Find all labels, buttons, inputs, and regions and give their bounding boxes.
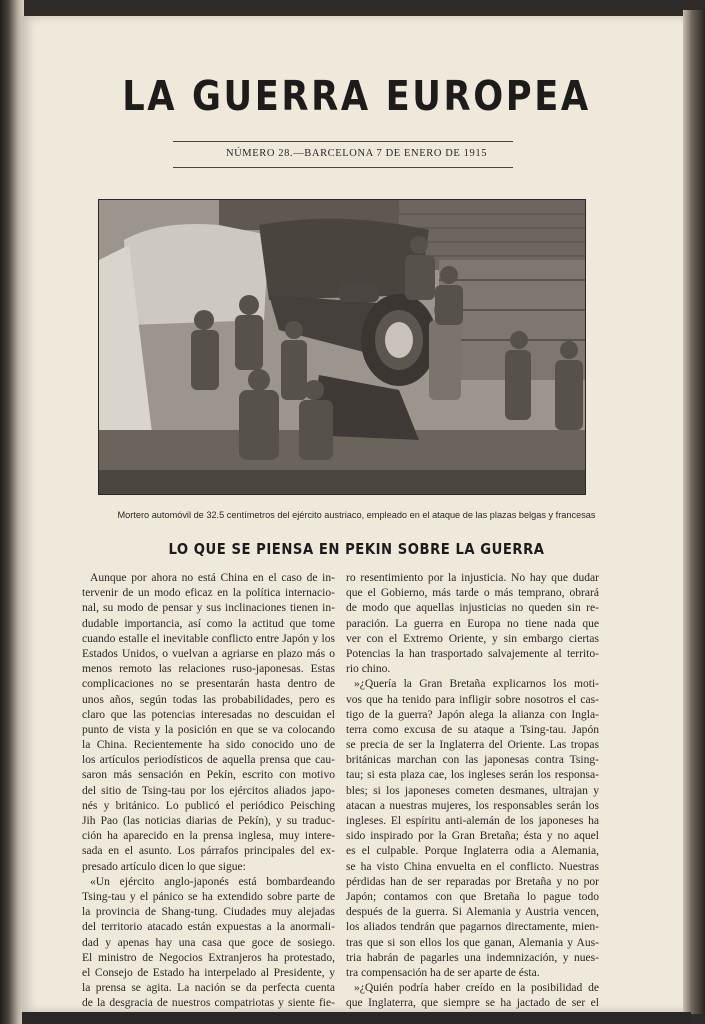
text-line: después de la guerra. Si Alemania y Austria vencen, xyxy=(346,906,599,919)
text-line: ro resentimiento por la injusticia. No hay que dudar xyxy=(346,572,599,584)
text-line: la provincia de Shang-tung. Ciudades muy alejadas xyxy=(82,906,335,919)
text-line: bles; si los japoneses cometen desmanes, ultrajan y xyxy=(346,784,599,797)
text-line: el Consejo de Estado ha interpelado al Presidente, y xyxy=(82,966,335,979)
text-line: tras que si son ellos los que ganan, Alemania y Aus- xyxy=(346,936,599,949)
text-line: tigo de la guerra? Japón alega la alianza con Ingla- xyxy=(346,708,599,721)
text-line: se precia de ser la Inglaterra del Oriente. Las tropas xyxy=(346,739,599,752)
text-line: ingleses. El espíritu anti-alemán de los japoneses ha xyxy=(346,815,599,827)
text-line: tervenir de un modo eficaz en la política internacio- xyxy=(82,587,335,600)
text-line: »¿Quería la Gran Bretaña explicarnos los moti- xyxy=(354,678,599,691)
text-line: los artículos periodísticos de aquella prensa que cau- xyxy=(82,754,335,767)
text-line: nés y británico. Lo publicó el periódico Peisching xyxy=(82,799,335,812)
text-line: Jih Pao (las noticias diarias de Pekín), y su traduc- xyxy=(82,815,335,827)
text-line: punto de vista y la posición en que se va colocando xyxy=(82,723,335,736)
text-line: la prensa se agita. La nación se da perfecta cuenta xyxy=(82,982,335,995)
masthead-rule-top xyxy=(173,141,513,142)
text-line: presado artículo dicen lo que sigue: xyxy=(82,860,246,873)
text-line: »¿Quién podría haber creído en la posibilidad de xyxy=(354,982,599,995)
text-line: tra compensación ha de ser aparte de ésta. xyxy=(346,966,540,979)
photo-caption: Mortero automóvil de 32.5 centímetros del ejército austriaco, empleado en el ataque de las plazas belgas y francesas xyxy=(117,510,596,520)
text-line: tau; si esta plaza cae, los ingleses serán los responsa- xyxy=(346,769,599,782)
mortar-photograph xyxy=(98,199,586,495)
text-line: pérdidas han de ser reparadas por Bretaña y no por xyxy=(346,875,599,888)
text-line: Potencias la han trasportado salvajemente al territo- xyxy=(346,647,599,660)
article-headline: LO QUE SE PIENSA EN PEKIN SOBRE LA GUERRA xyxy=(168,540,545,558)
text-line: «Un ejército anglo-japonés está bombardeando xyxy=(90,875,335,888)
text-line: sido inspirado por la Gran Bretaña; ésta y no aquel xyxy=(346,830,599,843)
text-line: El ministro de Negocios Extranjeros ha protestado, xyxy=(82,951,335,964)
page-bottom-edge xyxy=(22,1012,691,1024)
text-line: saron más sensación en Pekín, escrito con motivo xyxy=(82,769,335,782)
text-line: Japón; contamos con que Bretaña lo pague todo xyxy=(346,890,599,903)
text-line: unos años, según todas las probabilidades, pero es xyxy=(82,693,335,706)
text-line: complicaciones no se presentarán hasta dentro de xyxy=(82,678,335,691)
text-line: rio chino. xyxy=(346,663,391,676)
text-line: de la desgracia de nuestros compatriotas y siente fie- xyxy=(82,997,335,1010)
text-line: los aliados tendrán que pagarnos directamente, mien- xyxy=(346,921,599,934)
text-line: paración. La guerra en Europa no tiene nada que xyxy=(346,617,599,630)
text-line: se ha visto China envuelta en el conflicto. Nuestras xyxy=(346,860,599,873)
text-line: cuando estalle el inevitable conflicto entre Japón y los xyxy=(82,632,335,645)
text-line: de modo que aquellas injusticias no queden sin re- xyxy=(346,602,599,615)
text-line: británicas marchan con las japonesas contra Tsing- xyxy=(346,754,599,767)
text-line: vos que ha tenido para infligir sobre nosotros el cas- xyxy=(346,693,599,706)
text-line: que Inglaterra, que siempre se ha jactado de ser el xyxy=(346,997,599,1010)
text-line: terra como excusa de su ataque a Tsing-tau. Japón xyxy=(346,723,599,736)
text-line: dudable importancia, así como la actitud que tome xyxy=(82,617,335,630)
photo-illustration xyxy=(99,200,585,494)
text-line: claro que las potencias interesadas no descuidan el xyxy=(82,708,335,721)
text-line: del territorio atacado están expuestas a la anormali- xyxy=(82,921,335,934)
masthead-rule-bottom xyxy=(173,167,513,168)
text-line: atacan a nuestras mujeres, los responsables serán los xyxy=(346,799,599,812)
text-line: tria habrán de pagarles una indemnización, y nues- xyxy=(346,951,599,964)
book-binding xyxy=(0,0,24,1024)
text-line: del sitio de Tsing-tau por los ejércitos aliados japo- xyxy=(82,784,335,797)
text-line: Aunque por ahora no está China en el caso de in- xyxy=(90,572,335,584)
text-line: Tsing-tau y el pánico se ha extendido sobre parte de xyxy=(82,890,335,903)
article-column-right xyxy=(346,571,599,1011)
text-line: ver con el Extremo Oriente, y sin embargo ciertas xyxy=(346,632,599,645)
issue-line: NÚMERO 28.—BARCELONA 7 DE ENERO DE 1915 xyxy=(225,148,488,159)
text-line: es el culpable. Porque Inglaterra odia a Alemania, xyxy=(346,845,599,858)
text-line: la China. Recientemente ha sido conocido uno de xyxy=(82,739,335,752)
text-line: dad y apenas hay una casa que goce de sosiego. xyxy=(82,936,335,949)
text-line: sada en el asunto. Los párrafos principales del ex- xyxy=(82,845,335,858)
text-line: Estados Unidos, o vuelvan a agriarse en plazo más o xyxy=(82,647,335,660)
masthead-title: LA GUERRA EUROPEA xyxy=(122,72,591,120)
text-line: que el Gobierno, más tarde o más temprano, obrará xyxy=(346,587,599,600)
text-line: nal, su modo de pensar y sus inclinaciones tienen in- xyxy=(82,602,335,615)
text-line: ción ha aparecido en la prensa inglesa, muy intere- xyxy=(82,830,335,843)
text-line: menos remoto las relaciones ruso-japonesas. Estas xyxy=(82,663,335,676)
article-column-left xyxy=(82,571,335,1011)
